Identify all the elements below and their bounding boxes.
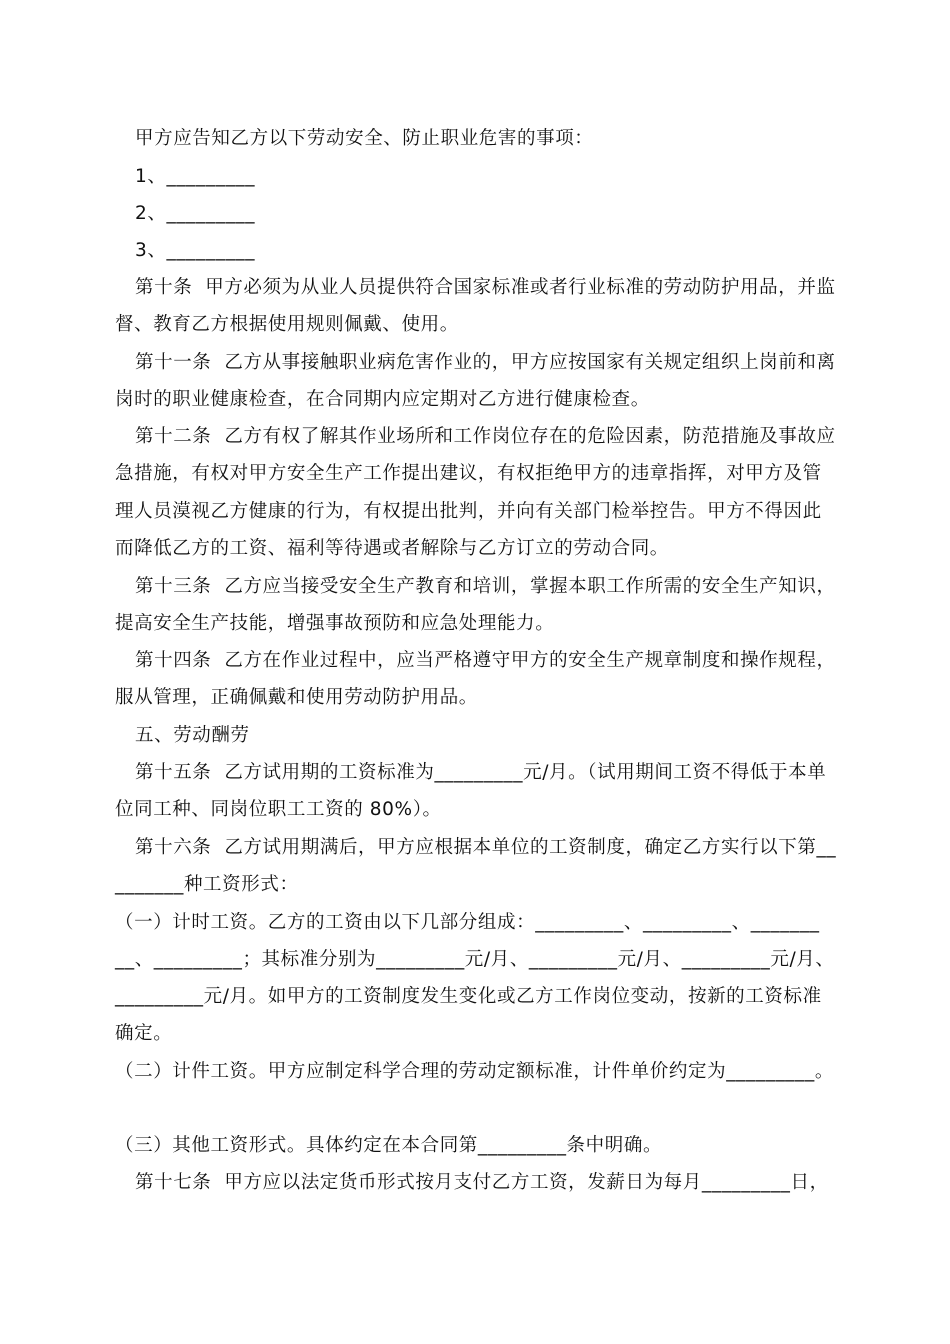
hourly-wage-line-4: 确定。 [115,1023,173,1044]
article-10-line-1: 第十条 甲方必须为从业人员提供符合国家标准或者行业标准的劳动防护用品，并监 [135,277,836,298]
article-12-line-2: 急措施，有权对甲方安全生产工作提出建议，有权拒绝甲方的违章指挥，对甲方及管 [115,463,822,484]
piece-rate-wage-line: （二）计件工资。甲方应制定科学合理的劳动定额标准，计件单价约定为_________。 [115,1061,834,1082]
article-15-line-1: 第十五条 乙方试用期的工资标准为_________元/月。（试用期间工资不得低于本单 [135,762,827,783]
article-16-line-1: 第十六条 乙方试用期满后，甲方应根据本单位的工资制度，确定乙方实行以下第__ [135,837,837,858]
notice-item-2: 2、_________ [135,203,256,224]
article-10-line-2: 督、教育乙方根据使用规则佩戴、使用。 [115,314,459,335]
article-12-line-3: 理人员漠视乙方健康的行为，有权提出批判，并向有关部门检举控告。甲方不得因此 [115,501,822,522]
notice-item-3: 3、_________ [135,240,256,261]
hourly-wage-line-3: _________元/月。如甲方的工资制度发生变化或乙方工作岗位变动，按新的工资标准 [115,986,822,1007]
notice-item-1: 1、_________ [135,166,256,187]
safety-notice-intro: 甲方应告知乙方以下劳动安全、防止职业危害的事项： [135,128,594,149]
article-12-line-4: 而降低乙方的工资、福利等待遇或者解除与乙方订立的劳动合同。 [115,538,669,559]
article-13-line-1: 第十三条 乙方应当接受安全生产教育和培训，掌握本职工作所需的安全生产知识， [135,576,836,597]
hourly-wage-line-1: （一）计时工资。乙方的工资由以下几部分组成：_________、_________、_______ [115,912,820,933]
article-11-line-1: 第十一条 乙方从事接触职业病危害作业的，甲方应按国家有关规定组织上岗前和离 [135,352,836,373]
other-wage-form-line: （三）其他工资形式。具体约定在本合同第_________条中明确。 [115,1135,663,1156]
article-13-line-2: 提高安全生产技能，增强事故预防和应急处理能力。 [115,613,555,634]
article-17-line-1: 第十七条 甲方应以法定货币形式按月支付乙方工资，发薪日为每月_________日， [135,1172,829,1193]
hourly-wage-line-2: __、_________；其标准分别为_________元/月、_________元/月、_________元/月、 [115,949,835,970]
article-14-line-1: 第十四条 乙方在作业过程中，应当严格遵守甲方的安全生产规章制度和操作规程， [135,650,836,671]
section-5-heading: 五、劳动酬劳 [135,725,250,746]
article-11-line-2: 岗时的职业健康检查，在合同期内应定期对乙方进行健康检查。 [115,389,650,410]
article-12-line-1: 第十二条 乙方有权了解其作业场所和工作岗位存在的危险因素，防范措施及事故应 [135,426,836,447]
article-14-line-2: 服从管理，正确佩戴和使用劳动防护用品。 [115,687,478,708]
article-16-line-2: _______种工资形式： [115,874,299,895]
article-15-line-2: 位同工种、同岗位职工工资的 80%）。 [115,799,442,820]
